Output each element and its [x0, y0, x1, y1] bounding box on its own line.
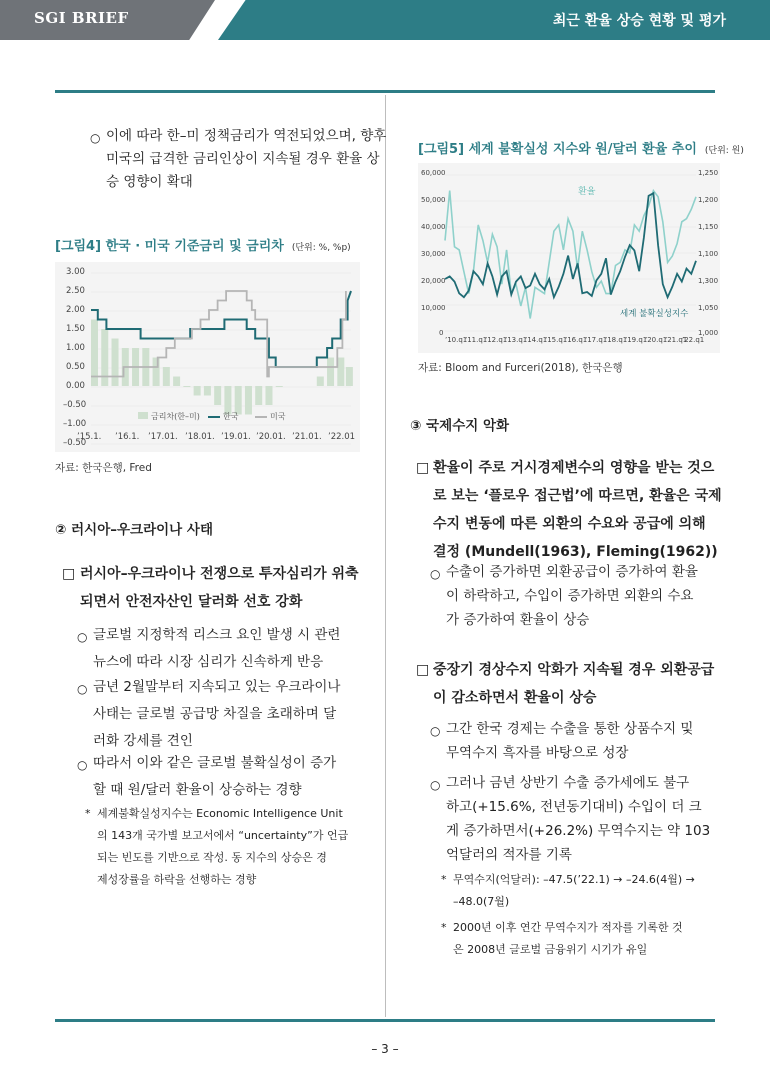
fig4-xtick: ’17.01. [148, 432, 178, 442]
s2-b2-line: 사태는 글로벌 공급망 차질을 초래하며 달 [93, 706, 337, 722]
fig5-uncertainty-line [445, 193, 696, 297]
s2-b3-line: 할 때 원/달러 환율이 상승하는 경향 [93, 782, 302, 798]
fig5-ytick-left: 0 [439, 329, 444, 337]
fig5-ytick-left: 60,000 [421, 169, 446, 177]
fig5-ytick-right: 1,300 [698, 277, 719, 285]
fig5-xtick: ’12.q1 [485, 336, 508, 344]
fig5-title-text: [그림5] 세계 불확실성 지수와 원/달러 환율 추이 [418, 142, 697, 157]
fig5-xtick: ’16.q1 [565, 336, 588, 344]
fig4-ytick: 0.00 [66, 381, 85, 391]
circle-bullet-icon: ○ [430, 724, 441, 738]
fig4-legend-us [255, 411, 285, 422]
square-bullet-icon: □ [416, 460, 430, 476]
s3-note2-line: 은 2008년 글로벌 금융위기 시기가 유일 [453, 943, 648, 956]
fig5-ytick-right: 1,250 [698, 169, 719, 177]
fig4-plot [55, 262, 360, 452]
fig4-spread-bar [265, 386, 272, 405]
fig5-unit: (단위: 원) [704, 146, 744, 156]
fig5-xtick: ’18.q1 [605, 336, 628, 344]
fig5-xtick: ’13.q1 [505, 336, 528, 344]
bottom-rule [55, 1019, 715, 1022]
s3-b1-line: 가 증가하여 환율이 상승 [446, 612, 590, 628]
square-bullet-icon: □ [416, 662, 430, 678]
fig4-title-text: [그림4] 한국 · 미국 기준금리 및 금리차 [55, 239, 284, 254]
fig4-source: 자료: 한국은행, Fred [55, 462, 152, 474]
fig4-ytick: 1.00 [66, 343, 85, 353]
fig4-spread-bar [101, 329, 108, 386]
s3-sq1-line: 환율이 주로 거시경제변수의 영향을 받는 것으 [433, 460, 715, 476]
fig5-ytick-right: 1,150 [698, 223, 719, 231]
fig5-plot [418, 163, 720, 353]
asterisk-icon: * [85, 807, 91, 820]
section2-heading: ② 러시아–우크라이나 사태 [55, 522, 213, 538]
fig4-us-line [91, 291, 346, 377]
circle-bullet-icon: ○ [430, 567, 441, 581]
fig4-legend-label: 한국 [223, 412, 239, 421]
document-title: 최근 환율 상승 현황 및 평가 [552, 13, 726, 29]
fig5-ytick-left: 50,000 [421, 196, 446, 204]
fig4-spread-bar [183, 386, 190, 387]
circle-bullet-icon: ○ [90, 131, 101, 145]
fig4-spread-bar [204, 386, 211, 396]
fig4-ytick: 2.50 [66, 286, 85, 296]
fig5-xtick: ’21.q1 [665, 336, 688, 344]
fig4-xtick: ’15.1. [77, 432, 102, 442]
fig5-ytick-left: 10,000 [421, 304, 446, 312]
s3-b2-line: 그간 한국 경제는 수출을 통한 상품수지 및 [446, 721, 694, 737]
section2-square-2: 되면서 안전자산인 달러화 선호 강화 [80, 594, 303, 610]
fig4-spread-bar [346, 367, 353, 386]
fig4-spread-bar [245, 386, 252, 415]
fig5-xtick: ’10.q1 [445, 336, 468, 344]
s3-b3-line: 하고(+15.6%, 전년동기대비) 수입이 더 크 [446, 799, 702, 815]
fig5-ytick-left: 20,000 [421, 277, 446, 285]
s2-b2-line: 금년 2월말부터 지속되고 있는 우크라이나 [93, 679, 341, 695]
s3-b3-line: 억달러의 적자를 기록 [446, 847, 572, 863]
asterisk-icon: * [441, 921, 447, 934]
top-rule [55, 90, 715, 93]
fig4-legend-korea [208, 411, 238, 422]
fig4-ytick: –0.50 [63, 438, 87, 448]
fig5-xtick: ’14.q1 [525, 336, 548, 344]
brand-logo: SGI BRIEF [34, 9, 129, 27]
intro-line-2: 미국의 급격한 금리인상이 지속될 경우 환율 상 [106, 151, 380, 167]
circle-bullet-icon: ○ [430, 778, 441, 792]
fig5-source: 자료: Bloom and Furceri(2018), 한국은행 [418, 362, 623, 374]
fig4-spread-bar [173, 377, 180, 387]
s3-b3-line: 그러나 금년 상반기 수출 증가세에도 불구 [446, 775, 690, 791]
s3-sq1-line: 로 보는 ‘플로우 접근법’에 따르면, 환율은 국제 [433, 488, 722, 504]
fig4-chart [55, 262, 360, 452]
fig4-unit: (단위: %, %p) [291, 243, 351, 253]
s2-note-line: 의 143개 국가별 보고서에서 “uncertainty”가 언급 [97, 829, 349, 842]
s3-note1-line: 무역수지(억달러): –47.5(’22.1) → –24.6(4월) → [453, 873, 695, 886]
fig5-xtick: ’15.q1 [545, 336, 568, 344]
fig4-ytick: 3.00 [66, 267, 85, 277]
s2-b2-line: 러화 강세를 견인 [93, 733, 193, 749]
fig4-ytick: 0.50 [66, 362, 85, 372]
fig4-xtick: ’20.01. [256, 432, 286, 442]
s3-sq2-line: 이 감소하면서 환율이 상승 [433, 690, 597, 706]
intro-line-3: 승 영향이 확대 [106, 174, 193, 190]
fig5-xtick: ’22.q1 [682, 336, 705, 344]
fig4-legend-label: 금리차(한–미) [151, 412, 200, 421]
fig5-title [418, 138, 744, 157]
s3-b3-line: 게 증가하면서(+26.2%) 무역수지는 약 103 [446, 823, 711, 839]
s3-b2-line: 무역수지 흑자를 바탕으로 성장 [446, 745, 629, 761]
fig5-ytick-right: 1,000 [698, 329, 719, 337]
s3-note2-line: 2000년 이후 연간 무역수지가 적자를 기록한 것 [453, 921, 683, 934]
intro-line-1: 이에 따라 한–미 정책금리가 역전되었으며, 향후 [106, 128, 387, 144]
fig5-ytick-right: 1,100 [698, 250, 719, 258]
fig5-chart [418, 163, 720, 353]
s3-b1-line: 이 하락하고, 수입이 증가하면 외환의 수요 [446, 588, 694, 604]
s2-b1-line: 뉴스에 따라 시장 심리가 신속하게 반응 [93, 654, 324, 670]
fig4-spread-bar [337, 358, 344, 387]
column-divider [385, 95, 386, 1017]
asterisk-icon: * [441, 873, 447, 886]
s2-note-line: 세계불확실성지수는 Economic Intelligence Unit [97, 807, 343, 820]
section2-square-1: 러시아–우크라이나 전쟁으로 투자심리가 위축 [80, 566, 359, 582]
fig4-spread-bar [112, 339, 119, 387]
fig5-ytick-right: 1,200 [698, 196, 719, 204]
s2-note-line: 되는 빈도를 기반으로 작성. 동 지수의 상승은 경 [97, 851, 327, 864]
fig4-spread-bar [163, 367, 170, 386]
fig5-ytick-left: 30,000 [421, 250, 446, 258]
s2-b3-line: 따라서 이와 같은 글로벌 불확실성이 증가 [93, 755, 337, 771]
fig5-xtick: ’17.q1 [585, 336, 608, 344]
s2-b1-line: 글로벌 지정학적 리스크 요인 발생 시 관련 [93, 627, 341, 643]
s3-b1-line: 수출이 증가하면 외환공급이 증가하여 환율 [446, 564, 698, 580]
circle-bullet-icon: ○ [77, 758, 88, 772]
fig4-legend-label: 미국 [270, 412, 286, 421]
s3-sq2-line: 중장기 경상수지 악화가 지속될 경우 외환공급 [433, 662, 715, 678]
fig4-legend-bar [138, 411, 200, 422]
circle-bullet-icon: ○ [77, 682, 88, 696]
fig4-ytick: –0.50 [63, 400, 87, 410]
s3-note1-line: –48.0(7월) [453, 895, 510, 908]
fig5-label-fx: 환율 [578, 187, 596, 197]
fig4-xtick: ’22.01 [328, 432, 356, 442]
fig5-xtick: ’20.q1 [645, 336, 668, 344]
fig4-spread-bar [194, 386, 201, 396]
fig4-title [55, 235, 351, 254]
fig4-spread-bar [255, 386, 262, 405]
s2-note-line: 제성장률을 하락을 선행하는 경향 [97, 873, 257, 886]
fig4-xtick: ’18.01. [185, 432, 215, 442]
fig5-ytick-right: 1,050 [698, 304, 719, 312]
fig4-ytick: 1.50 [66, 324, 85, 334]
fig4-xtick: ’19.01. [221, 432, 251, 442]
fig5-label-uncertainty: 세계 불확실성지수 [620, 309, 689, 319]
fig4-ytick: –1.00 [63, 419, 87, 429]
fig4-spread-bar [317, 377, 324, 387]
page-number: – 3 – [371, 1042, 399, 1056]
fig4-spread-bar [214, 386, 221, 405]
fig5-xtick: ’11.q1 [465, 336, 488, 344]
s3-sq1-line: 수지 변동에 따른 외환의 수요와 공급에 의해 [433, 516, 706, 532]
fig4-ytick: 2.00 [66, 305, 85, 315]
fig4-xtick: ’21.01. [292, 432, 322, 442]
circle-bullet-icon: ○ [77, 630, 88, 644]
square-bullet-icon: □ [62, 566, 76, 582]
fig5-ytick-left: 40,000 [421, 223, 446, 231]
header [0, 0, 770, 40]
s3-sq1-line: 결정 (Mundell(1963), Fleming(1962)) [433, 544, 718, 560]
fig4-korea-line [91, 291, 351, 367]
fig5-xtick: ’19.q1 [625, 336, 648, 344]
fig4-spread-bar [276, 386, 283, 387]
fig4-xtick: ’16.1. [115, 432, 140, 442]
fig4-spread-bar [327, 358, 334, 387]
section3-heading: ③ 국제수지 악화 [410, 418, 510, 434]
